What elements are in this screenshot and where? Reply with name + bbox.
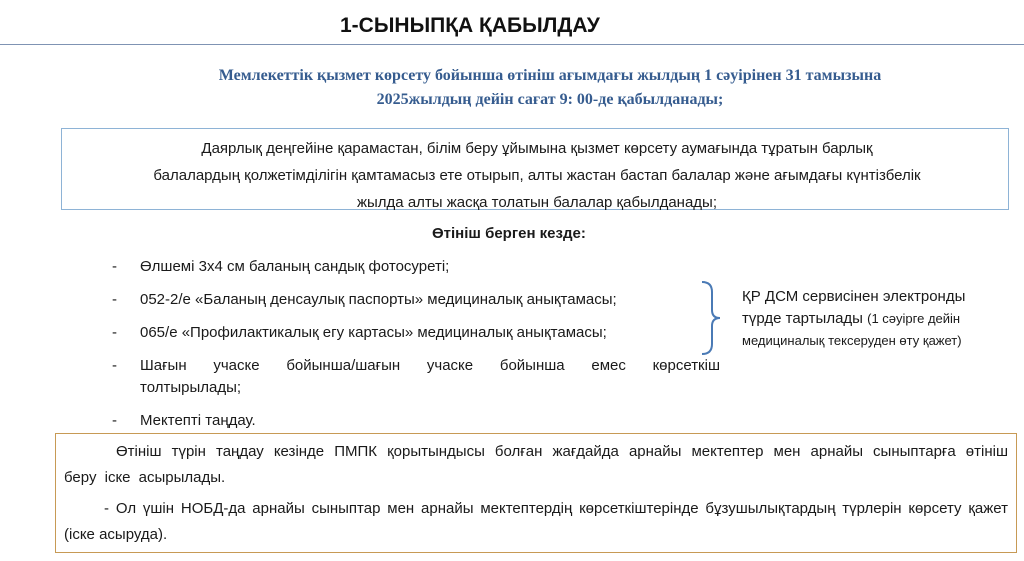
- bullet-dash: -: [112, 412, 117, 429]
- side-note-small: (1 сәуірге дейін медициналық тексеруден өту қажет): [742, 311, 962, 348]
- info-line-2: балалардың қолжетімділігін қамтамасыз ете отырып, алты жастан бастап балалар және ағымдағы күнтізбелік: [153, 167, 921, 184]
- note-paragraph-2: - Ол үшін НОБД-да арнайы сыныптар мен арнайы мектептердің көрсеткіштерінде бұзушылықтардың түрлерін көрсету қажет (іске асыруда).: [64, 500, 1008, 543]
- bullet-dash: -: [112, 258, 117, 275]
- info-line-3: жылда алты жасқа толатын балалар қабылданады;: [356, 194, 717, 211]
- list-item-text: Өлшемі 3х4 см баланың сандық фотосуреті;: [140, 258, 450, 275]
- page-title: 1-СЫНЫПҚА ҚАБЫЛДАУ: [340, 14, 600, 37]
- list-item: [112, 322, 720, 344]
- list-item-text: Шағын учаске бойынша/шағын учаске бойынша емес көрсеткіш толтырылады;: [140, 357, 720, 396]
- list-item: [112, 289, 720, 311]
- info-box: [61, 128, 1009, 210]
- subtitle-line-1: Мемлекеттік қызмет көрсету бойынша өтініш ағымдағы жылдың 1 сәуірінен 31 тамызына: [218, 67, 882, 84]
- info-line-1: Даярлық деңгейіне қарамастан, білім беру ұйымына қызмет көрсету аумағында тұратын барлық: [201, 140, 873, 157]
- note-box: [55, 433, 1017, 553]
- title-divider: [0, 44, 1024, 45]
- subtitle: [120, 64, 980, 112]
- bullet-dash: -: [112, 291, 117, 308]
- requirements-heading: Өтініш берген кезде:: [432, 225, 586, 242]
- list-item-text: 052-2/е «Баланың денсаулық паспорты» медициналық анықтамасы;: [140, 291, 617, 308]
- subtitle-line-2: 2025жылдың дейін сағат 9: 00-де қабылданады;: [376, 91, 724, 108]
- list-item: [112, 410, 720, 432]
- list-item: [112, 355, 720, 399]
- side-note: [742, 286, 967, 352]
- list-item-text: Мектепті таңдау.: [140, 412, 256, 429]
- list-item-text: 065/е «Профилактикалық егу картасы» медициналық анықтамасы;: [140, 324, 607, 341]
- note-paragraph-1: Өтініш түрін таңдау кезінде ПМПК қорытындысы болған жағдайда арнайы мектептер мен арнайы сыныптарға өтініш беру іске асырылады.: [64, 443, 1008, 486]
- bullet-dash: -: [112, 324, 117, 341]
- side-note-main: ҚР ДСМ сервисінен электронды түрде тартылады: [742, 288, 966, 327]
- requirements-list: [112, 256, 720, 443]
- list-item: [112, 256, 720, 278]
- bullet-dash: -: [112, 357, 117, 374]
- curly-brace-icon: [700, 280, 722, 356]
